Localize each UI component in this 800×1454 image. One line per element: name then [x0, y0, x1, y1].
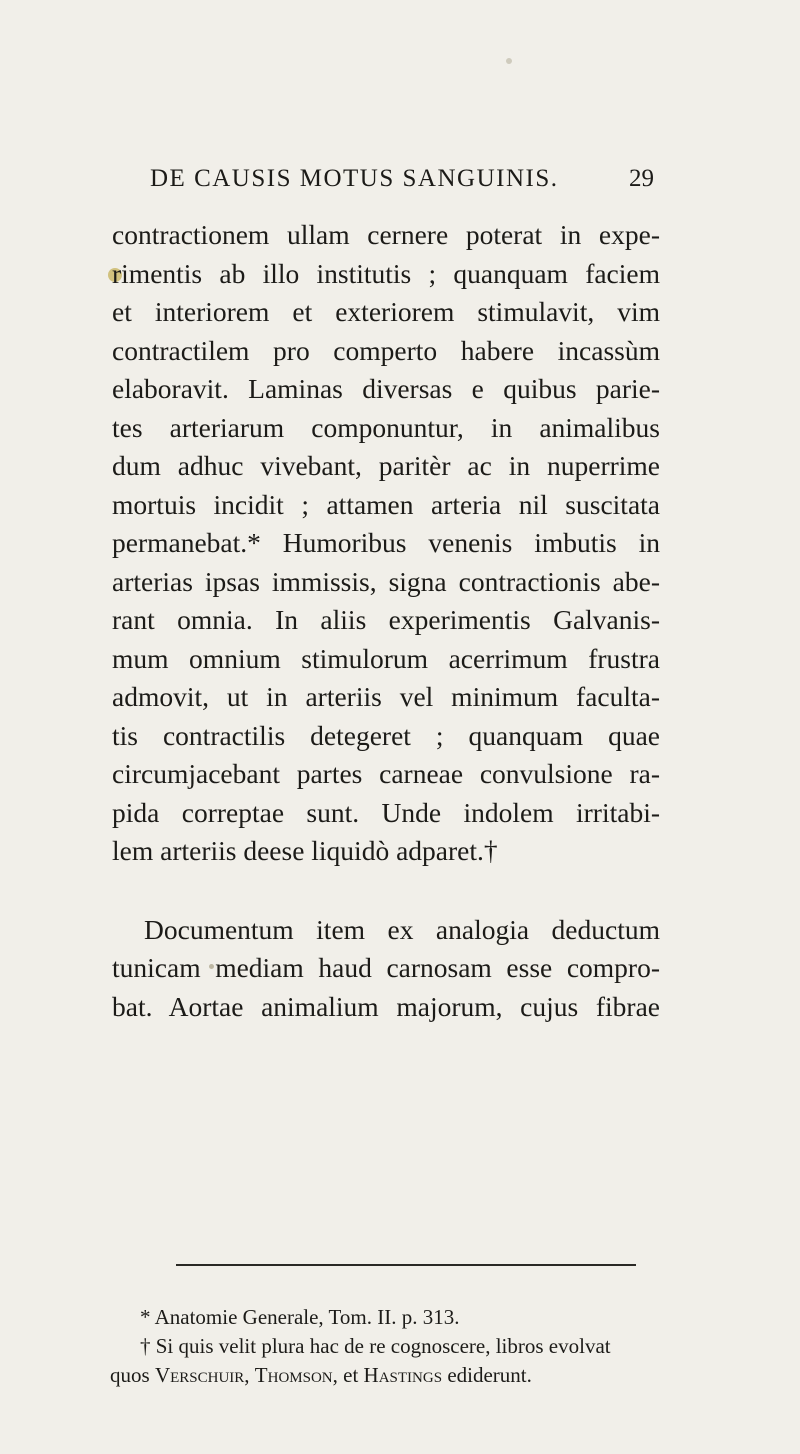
text-line: contractionem ullam cernere poterat in expe-: [112, 219, 660, 250]
fn-text: ediderunt.: [442, 1363, 532, 1387]
footnotes: [110, 1303, 660, 1390]
text-line: dum adhuc vivebant, paritèr ac in nuperrime: [112, 450, 660, 481]
text-line: contractilem pro comperto habere incassùm: [112, 334, 660, 366]
main-text: [112, 216, 660, 1026]
fn-text: ,: [244, 1363, 255, 1387]
text-line: permanebat.* Humoribus venenis imbutis in: [112, 527, 660, 558]
fn-text: , et: [332, 1363, 364, 1387]
running-title: DE CAUSIS MOTUS SANGUINIS.: [150, 165, 559, 192]
author-name: Thomson: [254, 1363, 333, 1387]
text-line: Documentum item ex analogia deductum: [144, 913, 660, 945]
footnote-rule: [176, 1264, 636, 1266]
text-line: arterias ipsas immissis, signa contractionis abe-: [112, 565, 660, 597]
text-line: tunicam mediam haud carnosam esse compro-: [112, 952, 660, 983]
footnote-2-continuation: [110, 1361, 660, 1390]
text-line: rimentis ab illo institutis ; quanquam faciem: [112, 257, 660, 289]
text-line: mortuis incidit ; attamen arteria nil suscitata: [112, 488, 660, 520]
text-line: rant omnia. In aliis experimentis Galvanis-: [112, 604, 660, 635]
footnote-2: † Si quis velit plura hac de re cognoscere, libros evolvat: [140, 1334, 611, 1358]
author-name: Verschuir: [154, 1363, 245, 1387]
text-line: lem arteriis deese liquidò adparet.†: [112, 835, 498, 866]
fn-text: quos: [110, 1363, 155, 1387]
text-line: pida correptae sunt. Unde indolem irritabi-: [112, 796, 660, 828]
text-line: admovit, ut in arteriis vel minimum faculta-: [112, 681, 660, 712]
page-header: [150, 165, 654, 201]
author-name: Hastings: [363, 1363, 443, 1387]
text-line: bat. Aortae animalium majorum, cujus fibrae: [112, 990, 660, 1022]
paper-speck: [506, 58, 512, 64]
text-line: mum omnium stimulorum acerrimum frustra: [112, 642, 660, 674]
page-number: 29: [629, 165, 654, 192]
text-line: et interiorem et exteriorem stimulavit, vim: [112, 296, 660, 327]
text-line: elaboravit. Laminas diversas e quibus parie-: [112, 373, 660, 404]
text-line: circumjacebant partes carneae convulsione ra-: [112, 758, 660, 789]
footnote-1: * Anatomie Generale, Tom. II. p. 313.: [140, 1305, 460, 1329]
text-line: tis contractilis detegeret ; quanquam quae: [112, 719, 660, 751]
text-line: tes arteriarum componuntur, in animalibus: [112, 411, 660, 443]
paragraph-break: [112, 871, 660, 911]
